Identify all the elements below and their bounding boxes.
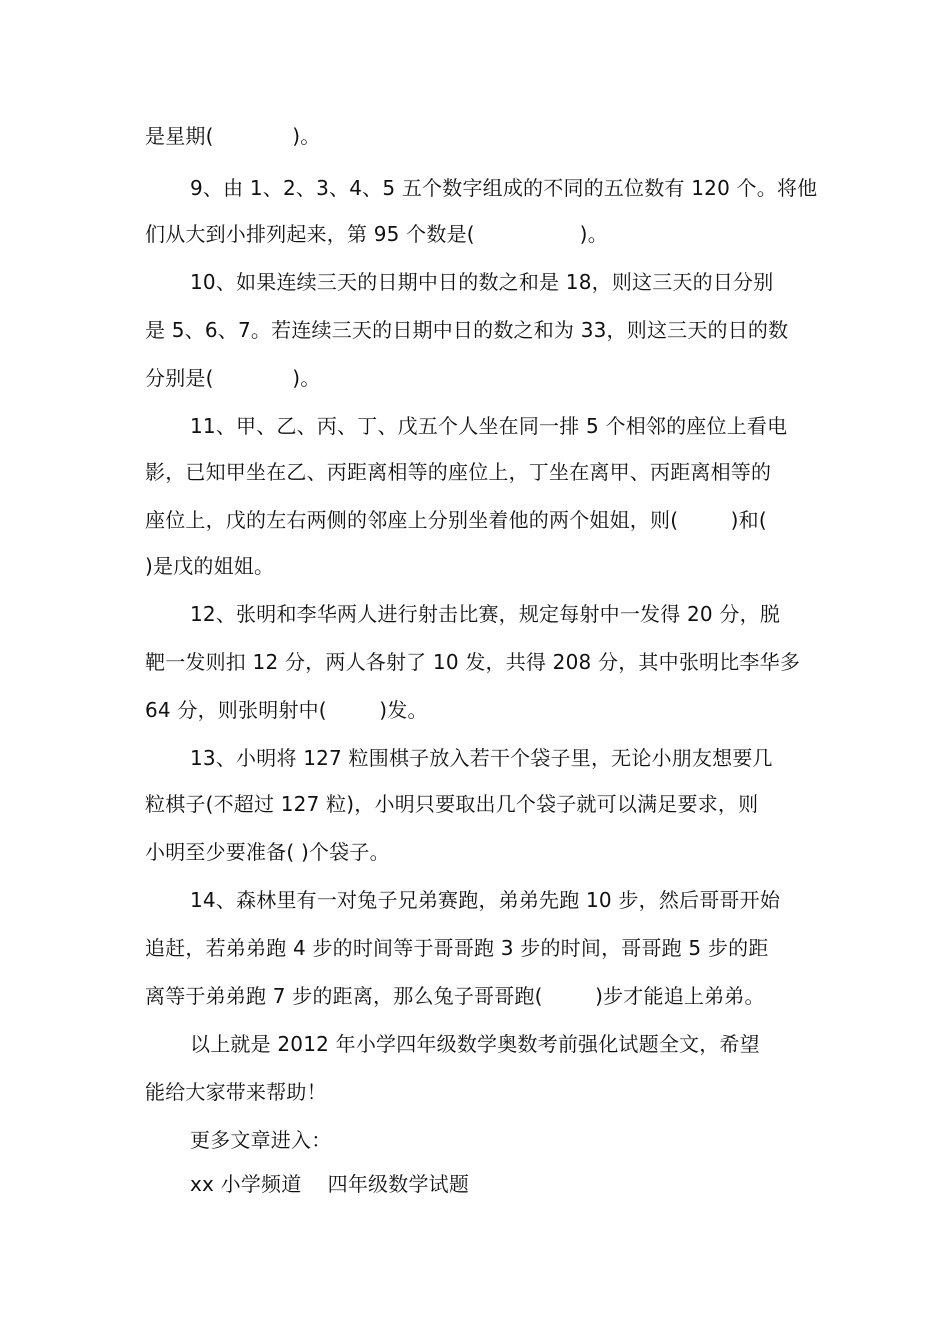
text-line-q11-cont-1: 影，已知甲坐在乙、丙距离相等的座位上，丁坐在离甲、丙距离相等的 [145, 460, 772, 484]
text-line-q11-cont-2: 座位上，戊的左右两侧的邻座上分别坐着他的两个姐姐，则( )和( [145, 508, 767, 532]
text-line-q9: 9、由 1、2、3、4、5 五个数字组成的不同的五位数有 120 个。将他 [190, 176, 818, 200]
text-line-q13-cont-1: 粒棋子(不超过 127 粒)，小明只要取出几个袋子就可以满足要求，则 [145, 792, 759, 816]
text-line-q11-cont-3: )是戊的姐姐。 [145, 554, 275, 578]
text-line-q12: 12、张明和李华两人进行射击比赛，规定每射中一发得 20 分，脱 [190, 602, 781, 626]
text-line-closing: 以上就是 2012 年小学四年级数学奥数考前强化试题全文，希望 [190, 1032, 760, 1056]
text-line-q10: 10、如果连续三天的日期中日的数之和是 18，则这三天的日分别 [190, 270, 774, 294]
text-line-q12-cont-1: 靶一发则扣 12 分，两人各射了 10 发，共得 208 分，其中张明比李华多 [145, 650, 801, 674]
text-line-q14-cont-1: 追赶，若弟弟跑 4 步的时间等于哥哥跑 3 步的时间，哥哥跑 5 步的距 [145, 936, 769, 960]
text-line-q13-cont-2: 小明至少要准备( )个袋子。 [145, 840, 390, 864]
text-line-closing-cont: 能给大家带来帮助！ [145, 1080, 327, 1104]
text-line-q14-cont-2: 离等于弟弟跑 7 步的距离，那么兔子哥哥跑( )步才能追上弟弟。 [145, 984, 765, 1008]
text-line-q11: 11、甲、乙、丙、丁、戊五个人坐在同一排 5 个相邻的座位上看电 [190, 414, 788, 438]
text-line-more-articles: 更多文章进入： [190, 1128, 332, 1152]
text-line-q9-cont: 们从大到小排列起来，第 95 个数是( )。 [145, 222, 608, 246]
text-line-q10-cont-2: 分别是( )。 [145, 366, 321, 390]
text-line-q13: 13、小明将 127 粒围棋子放入若干个袋子里，无论小朋友想要几 [190, 746, 773, 770]
text-line-q10-cont-1: 是 5、6、7。若连续三天的日期中日的数之和为 33，则这三天的日的数 [145, 318, 789, 342]
text-line-links[interactable]: xx 小学频道 四年级数学试题 [190, 1172, 470, 1196]
text-line-q12-cont-2: 64 分，则张明射中( )发。 [145, 698, 428, 722]
text-line-q14: 14、森林里有一对兔子兄弟赛跑，弟弟先跑 10 步，然后哥哥开始 [190, 888, 781, 912]
text-line-q8-end: 是星期( )。 [145, 124, 321, 148]
